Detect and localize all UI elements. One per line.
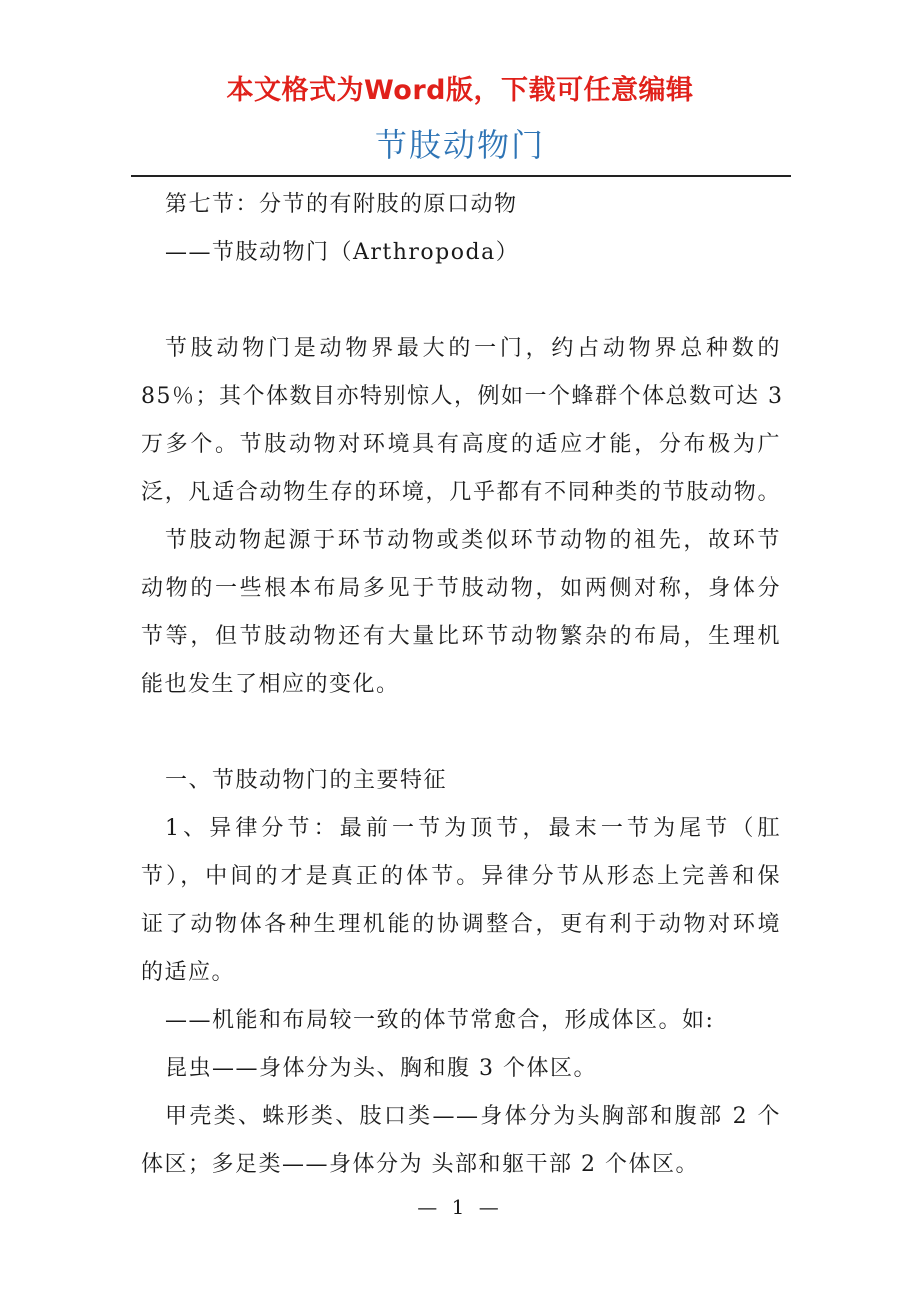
paragraph-line: 能也发生了相应的变化。 (141, 672, 400, 697)
paragraph-spacer (141, 709, 781, 757)
page-number: — 1 — (417, 1195, 503, 1219)
document-title: 节肢动物门 (374, 126, 545, 164)
paragraph-line: 甲壳类、蛛形类、肢口类——身体分为头胸部和腹部 2 个 (165, 1104, 781, 1129)
subsection-heading: 一、节肢动物门的主要特征 (165, 768, 448, 793)
paragraph-overview (141, 325, 784, 517)
paragraph-line: 1、异律分节：最前一节为顶节，最末一节为尾节（肛 (165, 816, 781, 841)
paragraph-crustaceans (141, 1093, 781, 1189)
paragraph-tagmata: ——机能和布局较一致的体节常愈合，形成体区。如: (165, 1008, 715, 1033)
paragraph-line: 85％；其个体数目亦特别惊人，例如一个蜂群个体总数可达 3 (141, 384, 784, 409)
format-notice: 本文格式为Word版，下载可任意编辑 (226, 75, 694, 106)
paragraph-origin (141, 517, 781, 709)
title-divider (131, 175, 791, 177)
section-heading: 第七节：分节的有附肢的原口动物 (165, 192, 518, 217)
paragraph-insects: 昆虫——身体分为头、胸和腹 3 个体区。 (165, 1056, 597, 1081)
section-subtitle: ——节肢动物门（Arthropoda） (165, 240, 520, 265)
paragraph-segmentation (141, 805, 781, 997)
paragraph-line: 体区；多足类——身体分为 头部和躯干部 2 个体区。 (141, 1152, 699, 1177)
paragraph-line: 证了动物体各种生理机能的协调整合，更有利于动物对环境 (141, 912, 781, 937)
paragraph-line: 节肢动物门是动物界最大的一门，约占动物界总种数的 (165, 336, 781, 361)
paragraph-line: 节肢动物起源于环节动物或类似环节动物的祖先，故环节 (165, 528, 781, 553)
paragraph-line: 动物的一些根本布局多见于节肢动物，如两侧对称，身体分 (141, 576, 781, 601)
paragraph-spacer (141, 277, 781, 325)
document-body (141, 181, 784, 1189)
paragraph-line: 泛，凡适合动物生存的环境，几乎都有不同种类的节肢动物。 (141, 480, 781, 505)
paragraph-line: 节等，但节肢动物还有大量比环节动物繁杂的布局，生理机 (141, 624, 781, 649)
paragraph-line: 节），中间的才是真正的体节。异律分节从形态上完善和保 (141, 864, 781, 889)
paragraph-line: 万多个。节肢动物对环境具有高度的适应才能，分布极为广 (141, 432, 781, 457)
paragraph-line: 的适应。 (141, 960, 236, 985)
